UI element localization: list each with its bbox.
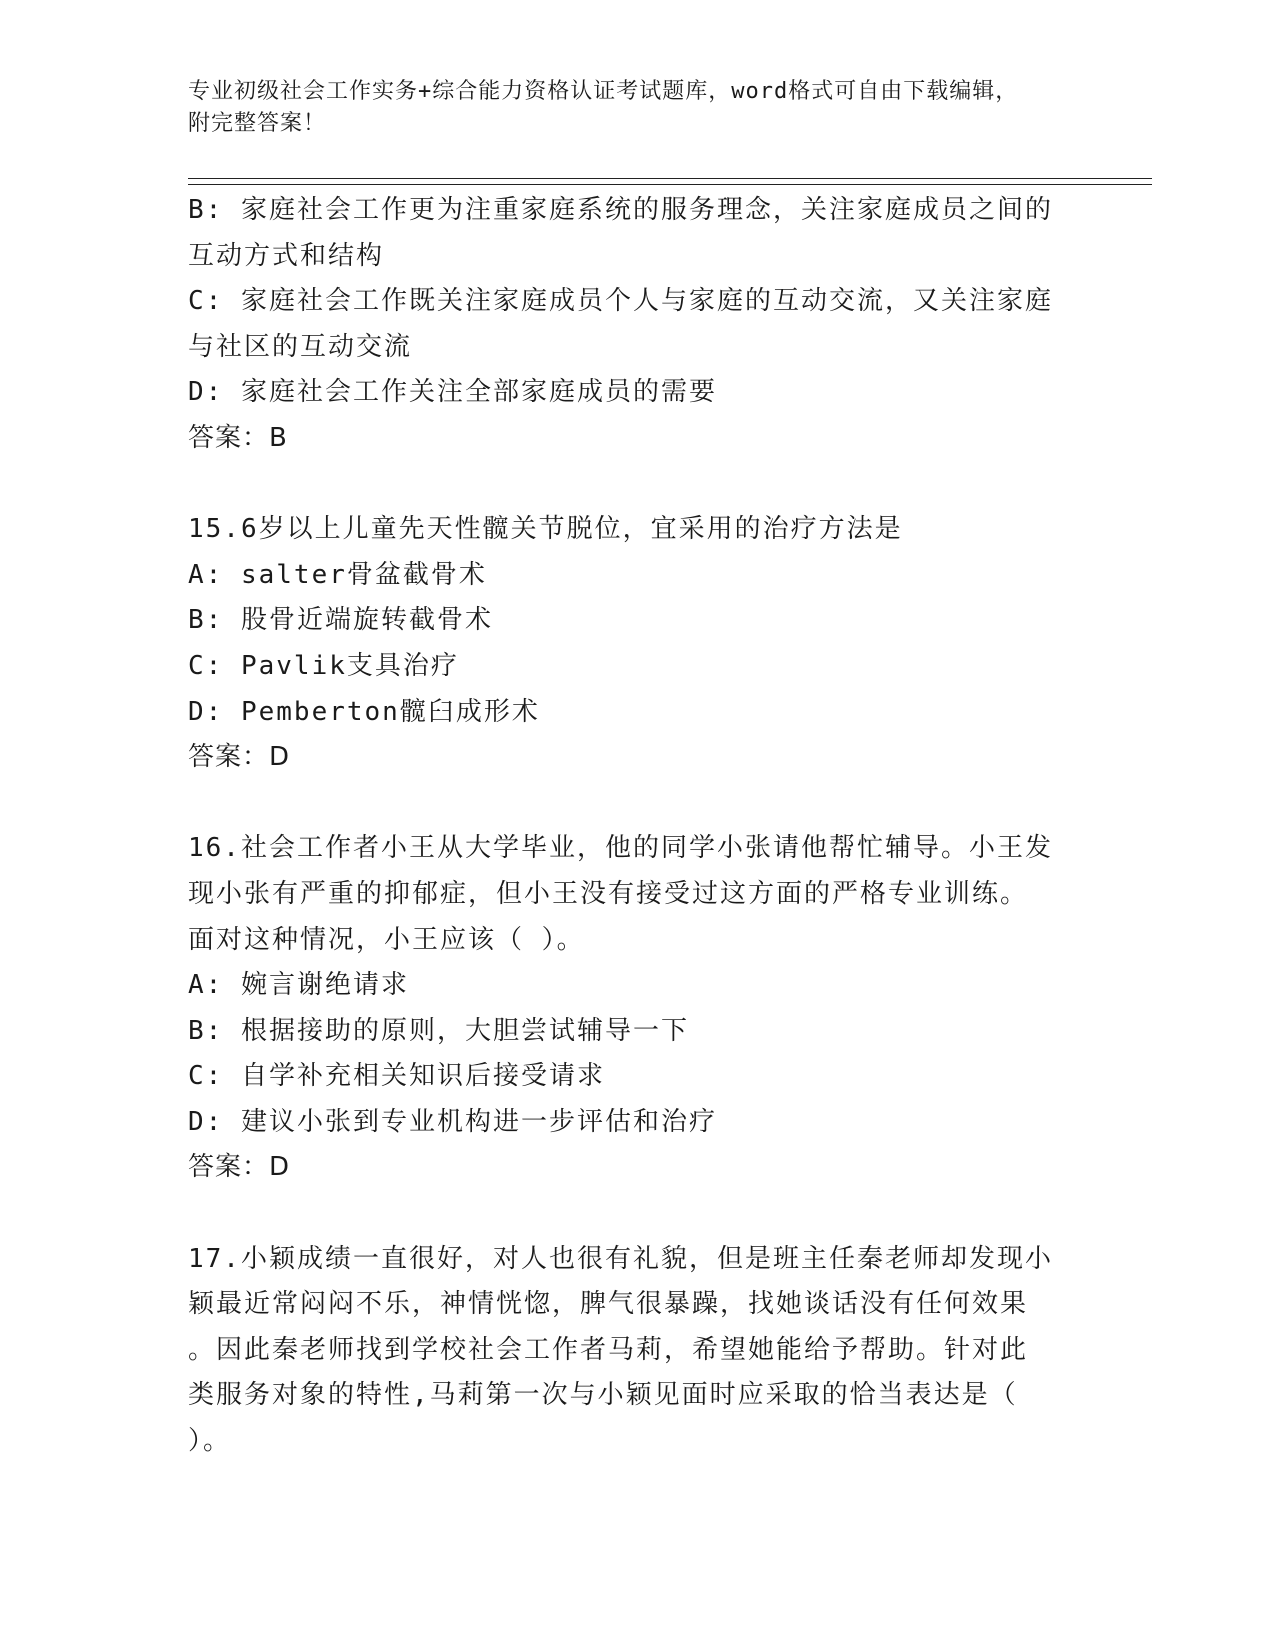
- question-14: [188, 188, 1088, 462]
- q15-option-d: D: Pemberton髋臼成形术: [188, 696, 540, 727]
- page-header: [188, 76, 1088, 140]
- q14-answer: 答案：B: [188, 422, 288, 453]
- q16-answer: 答案：D: [188, 1152, 291, 1183]
- header-line-2: 附完整答案！: [188, 111, 327, 136]
- q16-option-b: B: 根据接助的原则，大胆尝试辅导一下: [188, 1015, 689, 1046]
- question-17: [188, 1237, 1088, 1465]
- header-rule-top: [188, 178, 1152, 179]
- q17-stem-line-4: 类服务对象的特性,马莉第一次与小颖见面时应采取的恰当表达是（: [188, 1380, 1018, 1411]
- q15-option-a: A: salter骨盆截骨术: [188, 559, 487, 590]
- spacer: [188, 781, 1088, 827]
- q14-option-b-line-1: B: 家庭社会工作更为注重家庭系统的服务理念，关注家庭成员之间的: [188, 195, 1053, 225]
- q14-option-d: D: 家庭社会工作关注全部家庭成员的需要: [188, 377, 717, 408]
- q17-stem-line-1: 17.小颖成绩一直很好，对人也很有礼貌，但是班主任秦老师却发现小: [188, 1243, 1053, 1274]
- header-line-1: 专业初级社会工作实务+综合能力资格认证考试题库，word格式可自由下载编辑，: [188, 79, 1019, 104]
- q16-stem-line-1: 16.社会工作者小王从大学毕业，他的同学小张请他帮忙辅导。小王发: [188, 833, 1053, 864]
- q17-stem-line-2: 颖最近常闷闷不乐，神情恍惚，脾气很暴躁，找她谈话没有任何效果: [188, 1289, 1029, 1320]
- spacer: [188, 1191, 1088, 1237]
- header-rule-bottom: [188, 184, 1152, 185]
- q16-option-a: A: 婉言谢绝请求: [188, 970, 409, 1001]
- q17-stem-line-3: 。因此秦老师找到学校社会工作者马莉，希望她能给予帮助。针对此: [188, 1334, 1029, 1365]
- q15-option-c: C: Pavlik支具治疗: [188, 650, 459, 681]
- q16-option-c: C: 自学补充相关知识后接受请求: [188, 1061, 605, 1092]
- q16-option-d: D: 建议小张到专业机构进一步评估和治疗: [188, 1106, 717, 1137]
- q15-stem: 15.6岁以上儿童先天性髋关节脱位，宜采用的治疗方法是: [188, 514, 903, 545]
- document-body: [188, 188, 1088, 1465]
- q16-stem-line-3: 面对这种情况，小王应该（ ）。: [188, 924, 585, 955]
- q17-stem-line-5: ）。: [188, 1426, 232, 1457]
- q15-answer: 答案：D: [188, 742, 291, 773]
- question-16: [188, 826, 1088, 1191]
- q14-option-b-line-2: 互动方式和结构: [188, 240, 385, 271]
- q14-option-c-line-1: C: 家庭社会工作既关注家庭成员个人与家庭的互动交流，又关注家庭: [188, 286, 1053, 317]
- question-15: [188, 507, 1088, 781]
- q14-option-c-line-2: 与社区的互动交流: [188, 331, 413, 362]
- q15-option-b: B: 股骨近端旋转截骨术: [188, 605, 493, 636]
- q16-stem-line-2: 现小张有严重的抑郁症，但小王没有接受过这方面的严格专业训练。: [188, 878, 1029, 909]
- spacer: [188, 462, 1088, 508]
